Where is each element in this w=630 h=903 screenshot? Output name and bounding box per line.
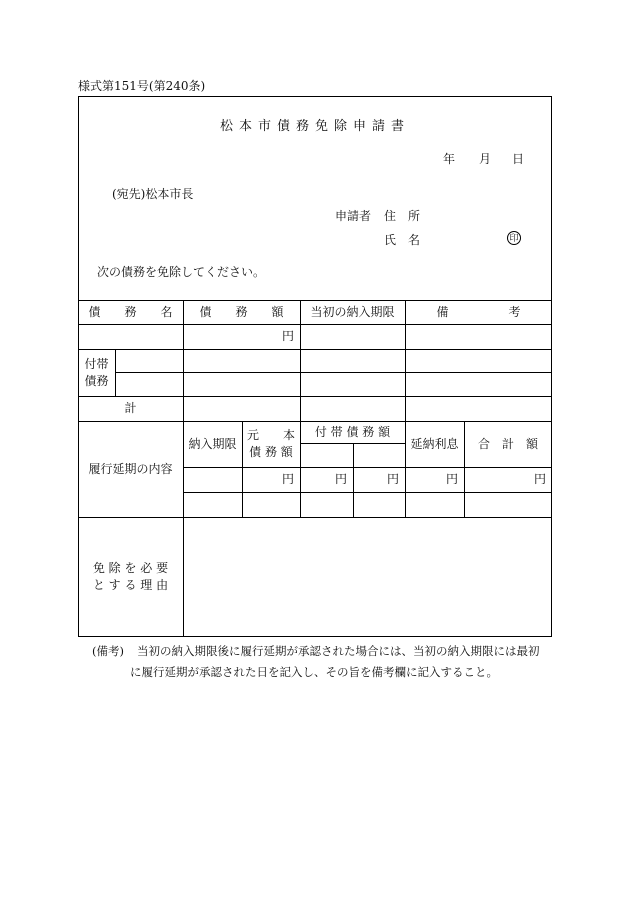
- date-day-label: 日: [512, 152, 525, 166]
- accessory-yen-1: 円: [334, 472, 347, 487]
- request-text: 次の債務を免除してください。: [97, 265, 266, 279]
- accessory-yen-2: 円: [386, 472, 399, 487]
- exemption-reason-label: 免 除 を 必 要 と す る 理 由: [92, 561, 169, 592]
- header-late-interest: 延納利息: [410, 436, 459, 451]
- note-label: (備考): [92, 644, 124, 658]
- name-label: 氏 名: [384, 233, 421, 247]
- date-year-label: 年: [443, 152, 456, 166]
- address-label: 住 所: [384, 209, 421, 223]
- note-line-1: 当初の納入期限後に履行延期が承認された場合には、当初の納入期限には最初: [137, 644, 540, 658]
- addressee: (宛先)松本市長: [112, 187, 194, 201]
- row-line: [78, 349, 552, 350]
- accessory-debt-label: 付帯 債務: [84, 356, 109, 388]
- total-label: 計: [124, 401, 137, 416]
- applicant-label: 申請者: [335, 209, 372, 223]
- header-total-amount: 合 計 額: [477, 436, 538, 451]
- principal-yen: 円: [281, 472, 294, 487]
- header-original-due-date: 当初の納入期限: [310, 304, 395, 319]
- row-line: [115, 372, 552, 373]
- col-line: [115, 349, 116, 396]
- row-line: [78, 324, 552, 325]
- form-title: 松本市債務免除申請書: [219, 119, 410, 134]
- date-month-label: 月: [479, 152, 492, 166]
- exemption-reason-field[interactable]: [184, 518, 551, 636]
- form-number: 様式第151号(第240条): [78, 79, 206, 93]
- interest-yen: 円: [445, 472, 458, 487]
- header-debt-amount: 債 務 額: [199, 304, 284, 319]
- seal-mark: 印: [507, 231, 521, 245]
- header-accessory-amount: 付 帯 債 務 額: [314, 424, 391, 439]
- header-debt-name: 債 務 名: [88, 304, 173, 319]
- header-due-date: 納入期限: [188, 436, 237, 451]
- debt-amount-yen: 円: [281, 329, 294, 344]
- total-yen: 円: [533, 472, 546, 487]
- header-remarks: 備 考: [436, 304, 521, 319]
- extension-label: 履行延期の内容: [88, 461, 173, 476]
- note-line-2: に履行延期が承認された日を記入し、その旨を備考欄に記入すること。: [130, 665, 498, 679]
- row-line: [183, 492, 552, 493]
- header-principal: 元 本 債 務 額: [246, 428, 295, 459]
